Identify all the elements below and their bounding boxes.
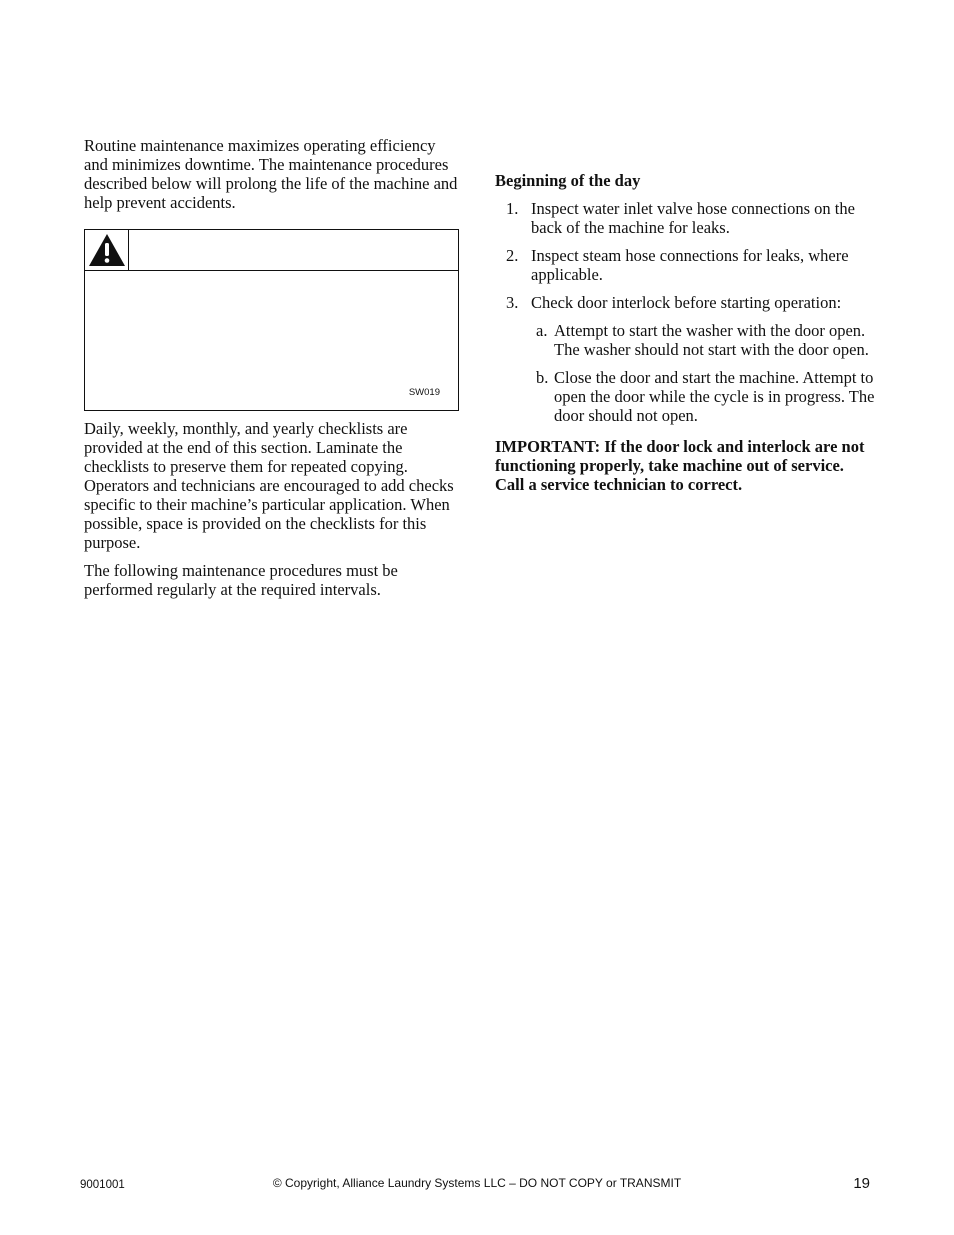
warning-header — [85, 230, 458, 271]
warning-box — [84, 229, 459, 411]
warning-code: SW019 — [408, 387, 440, 398]
step-text: Inspect steam hose connections for leaks, where applicable. — [531, 246, 849, 284]
warning-triangle-icon — [88, 233, 126, 267]
step-number: 3. — [506, 293, 519, 312]
step-number: 1. — [506, 199, 519, 218]
list-item — [531, 321, 875, 359]
substep-letter: a. — [536, 321, 548, 340]
following-paragraph: The following maintenance procedures must be performed regularly at the required intervals. — [84, 561, 398, 599]
section-heading: Beginning of the day — [495, 171, 641, 190]
list-item — [495, 246, 875, 284]
step-text: Inspect water inlet valve hose connections on the back of the machine for leaks. — [531, 199, 855, 237]
substep-text: Close the door and start the machine. Attempt to open the door while the cycle is in progress. The door should not open. — [554, 368, 875, 425]
list-item — [495, 199, 875, 237]
substep-text: Attempt to start the washer with the door open. The washer should not start with the door open. — [554, 321, 869, 359]
substep-letter: b. — [536, 368, 549, 387]
substeps-list — [531, 321, 875, 425]
list-item — [531, 368, 875, 425]
important-notice: IMPORTANT: If the door lock and interlock are not functioning properly, take machine out of service. Call a service technician to correct. — [495, 437, 865, 494]
checklists-paragraph: Daily, weekly, monthly, and yearly checklists are provided at the end of this section. Laminate the checklists to preserve them for repeated copying. Operators and technicians are encouraged to add checks specific to their machine’s particular application. When possible, space is provided on the checklists for this purpose. — [84, 419, 454, 552]
copyright-notice: © Copyright, Alliance Laundry Systems LLC – DO NOT COPY or TRANSMIT — [272, 1176, 682, 1190]
left-column — [84, 136, 459, 608]
step-text: Check door interlock before starting operation: — [531, 293, 842, 312]
doc-number: 9001001 — [80, 1179, 125, 1191]
right-column — [495, 171, 875, 503]
steps-list — [495, 199, 875, 425]
list-item — [495, 293, 875, 425]
page-number: 19 — [853, 1175, 870, 1192]
intro-paragraph: Routine maintenance maximizes operating efficiency and minimizes downtime. The maintenance procedures described below will prolong the life of the machine and help prevent accidents. — [84, 136, 458, 212]
step-number: 2. — [506, 246, 519, 265]
warning-icon-cell — [85, 230, 129, 270]
